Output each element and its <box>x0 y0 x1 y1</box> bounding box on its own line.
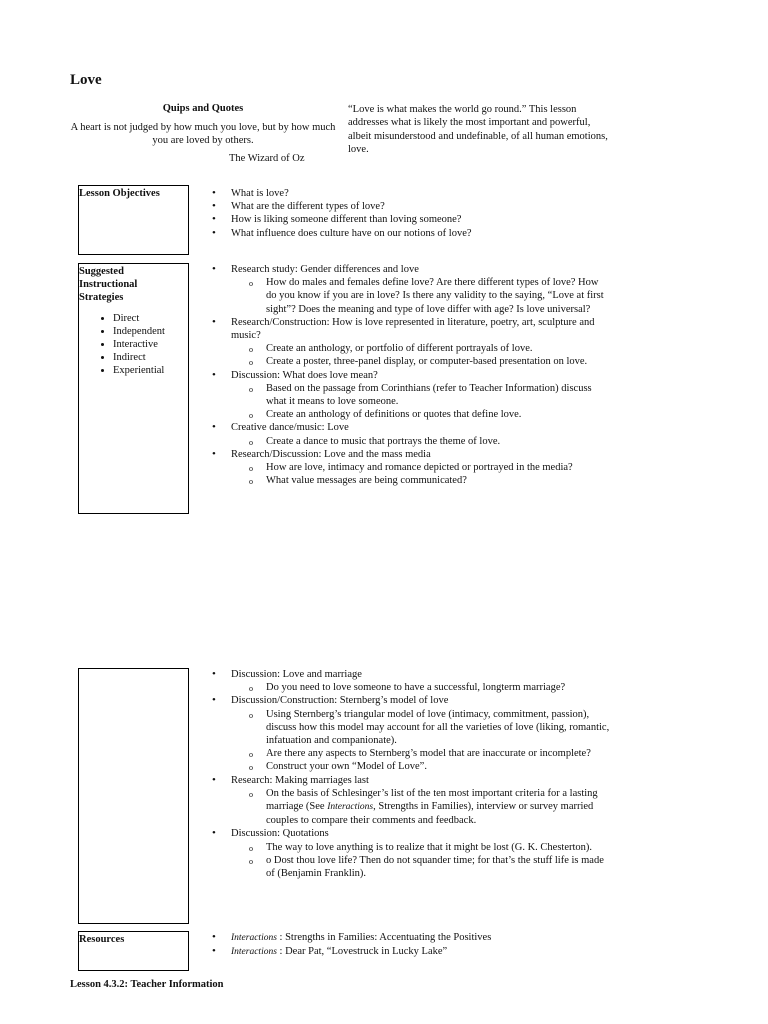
sub-item: o Create an anthology, or portfolio of different portrayals of love. <box>231 342 611 355</box>
list-item: • What are the different types of love? <box>201 200 621 213</box>
sub-item: o Based on the passage from Corinthians (refer to Teacher Information) discuss what it means to love someone. <box>231 382 611 408</box>
list-item: • Experiential <box>113 364 188 377</box>
strategies-box <box>78 263 189 514</box>
list-item: • What influence does culture have on our notions of love? <box>201 227 621 240</box>
strategies-label: Suggested Instructional Strategies <box>79 266 138 303</box>
sub-item: o Using Sternberg’s triangular model of love (intimacy, commitment, passion), discuss how this model may account for all the varieties of love (liking, romantic, infatuation and companionate). <box>231 708 611 748</box>
list-item: • What is love? <box>201 187 621 200</box>
list-item: • Research/Construction: How is love represented in literature, poetry, art, sculpture and music? o Create an anthology, or portfolio of different portrayals of love. o Create a poster, three-panel display, or computer-based presentation on love. <box>201 316 611 369</box>
list-item: • Research study: Gender differences and love o How do males and females define love? Are there different types of love? How do you know if you are in love? Is there any validity to the saying, “Love at first sight”? Does the meaning and type of love differ with age? Is love universal? <box>201 263 611 316</box>
sub-item: o Create a dance to music that portrays the theme of love. <box>231 435 611 448</box>
objectives-box <box>78 185 189 255</box>
lesson-intro: “Love is what makes the world go round.” This lesson addresses what is likely the most important and powerful, albeit misunderstood and undefinable, of all human emotions, love. <box>348 104 608 155</box>
sub-item: o Are there any aspects to Sternberg’s model that are inaccurate or incomplete? <box>231 747 611 760</box>
continuation-box <box>78 668 189 924</box>
strategy-types-list <box>79 312 188 377</box>
quips-heading: Quips and Quotes <box>162 103 244 114</box>
list-item: • Research/Discussion: Love and the mass media o How are love, intimacy and romance depicted or portrayed in the media? o What value messages are being communicated? <box>201 448 611 488</box>
list-item: • Independent <box>113 325 188 338</box>
list-item: • Interactions : Dear Pat, “Lovestruck in Lucky Lake” <box>201 945 621 959</box>
strategies-list <box>201 263 611 487</box>
sub-item: o The way to love anything is to realize that it might be lost (G. K. Chesterton). <box>231 841 611 854</box>
list-item: • Direct <box>113 312 188 325</box>
page-footer: Lesson 4.3.2: Teacher Information <box>70 979 224 990</box>
sub-item: o Create a poster, three-panel display, or computer-based presentation on love. <box>231 355 611 368</box>
resources-label: Resources <box>79 934 125 945</box>
continuation-list <box>201 668 611 880</box>
list-item: • Interactions : Strengths in Families: Accentuating the Positives <box>201 931 621 945</box>
sub-item: o How do males and females define love? Are there different types of love? How do you know if you are in love? Is there any validity to the saying, “Love at first sight”? Does the meaning and type of love differ with age? Is love universal? <box>231 276 611 316</box>
list-item: • Indirect <box>113 351 188 364</box>
sub-item: o Do you need to love someone to have a successful, longterm marriage? <box>231 681 611 694</box>
quote-source: The Wizard of Oz <box>229 153 305 164</box>
sub-item: o On the basis of Schlesinger’s list of the ten most important criteria for a lasting marriage (See Interactions, Strengths in Families), interview or survey married couples to compare their comments and feedback. <box>231 787 611 828</box>
sub-item: o Construct your own “Model of Love”. <box>231 760 611 773</box>
list-item: • How is liking someone different than loving someone? <box>201 213 621 226</box>
list-item: • Creative dance/music: Love o Create a dance to music that portrays the theme of love. <box>201 421 611 447</box>
resources-box <box>78 931 189 971</box>
resources-list <box>201 931 621 959</box>
objectives-label: Lesson Objectives <box>79 188 160 199</box>
objectives-list <box>201 187 621 240</box>
sub-item: o How are love, intimacy and romance depicted or portrayed in the media? <box>231 461 611 474</box>
page-title: Love <box>70 72 102 88</box>
list-item: • Discussion: Quotations o The way to love anything is to realize that it might be lost (G. K. Chesterton). o o Dost thou love life? Then do not squander time; for that’s the stuff life is made of (Benjamin Franklin). <box>201 827 611 880</box>
list-item: • Interactive <box>113 338 188 351</box>
list-item: • Discussion/Construction: Sternberg’s model of love o Using Sternberg’s triangular model of love (intimacy, commitment, passion), discuss how this model may account for all the varieties of love (liking, romantic, infatuation and companionate). o Are there any aspects to Sternberg’s model that are inaccurate or incomplete? o Construct your own “Model of Love”. <box>201 694 611 773</box>
quote-text: A heart is not judged by how much you love, but by how much you are loved by others. <box>70 122 336 146</box>
list-item: • Research: Making marriages last o On the basis of Schlesinger’s list of the ten most important criteria for a lasting marriage (See Interactions, Strengths in Families), interview or survey married couples to compare their comments and feedback. <box>201 774 611 828</box>
sub-item: o Create an anthology of definitions or quotes that define love. <box>231 408 611 421</box>
list-item: • Discussion: Love and marriage o Do you need to love someone to have a successful, longterm marriage? <box>201 668 611 694</box>
list-item: • Discussion: What does love mean? o Based on the passage from Corinthians (refer to Teacher Information) discuss what it means to love someone. o Create an anthology of definitions or quotes that define love. <box>201 369 611 422</box>
sub-item: o What value messages are being communicated? <box>231 474 611 487</box>
sub-item: o o Dost thou love life? Then do not squander time; for that’s the stuff life is made of (Benjamin Franklin). <box>231 854 611 880</box>
